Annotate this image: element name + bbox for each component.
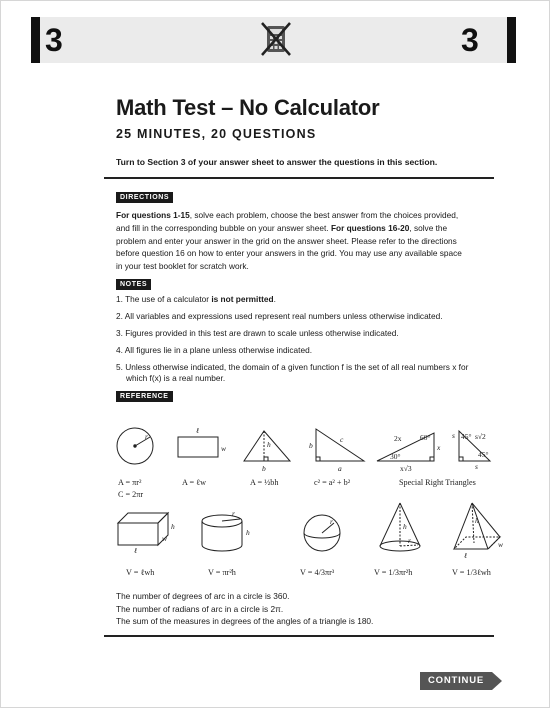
svg-text:w: w [162,534,168,543]
svg-text:r: r [232,509,235,518]
sphere-volume-formula: V = 4/3πr³ [300,568,335,577]
svg-text:s: s [475,462,478,471]
note-3: 3. Figures provided in this test are drawn to scale unless otherwise indicated. [116,328,399,338]
note-5-line-1: 5. Unless otherwise indicated, the domain of a given function f is the set of all real numbers x for [116,362,469,372]
cone-volume-formula: V = 1/3πr²h [374,568,413,577]
sphere-figure [304,515,340,551]
svg-text:b: b [262,464,266,473]
pyramid-figure [454,503,500,549]
directions-text [116,209,466,273]
svg-text:h: h [267,440,271,449]
svg-text:s√2: s√2 [475,432,486,441]
section-number-right: 3 [461,22,479,58]
page-title: Math Test – No Calculator [116,95,380,120]
note-1 [116,294,486,305]
svg-text:x√3: x√3 [400,464,412,473]
svg-text:w: w [221,444,227,453]
svg-text:2x: 2x [394,434,402,443]
note-4: 4. All figures lie in a plane unless otherwise indicated. [116,345,313,355]
directions-bold-2: For questions 16-20 [330,222,410,233]
section-number-left: 3 [45,22,63,58]
box-volume-formula: V = ℓwh [126,568,155,577]
svg-text:45°: 45° [461,432,472,441]
directions-bold-1: For questions 1-15 [116,210,190,220]
svg-text:x: x [437,443,441,452]
rectangular-box-figure [118,513,168,545]
circle-circumference-formula: C = 2πr [118,490,144,499]
no-calculator-icon [258,20,294,58]
top-divider [104,177,494,179]
section-instructions: Turn to Section 3 of your answer sheet to answer the questions in this section. [116,157,438,167]
reference-figures [104,411,504,586]
fact-degrees: The number of degrees of arc in a circle is 360. [116,591,290,601]
header-right-bar [507,17,516,63]
pyramid-volume-formula: V = 1/3ℓwh [452,568,491,577]
bottom-divider [104,635,494,637]
note-1-end: . [273,294,276,304]
circle-area-formula: A = πr² [118,478,142,487]
page-subtitle: 25 MINUTES, 20 QUESTIONS [116,127,317,141]
directions-text-2: , solve the problem and enter your answer in the grid on the answer sheet. Please refer to the directions before question 16 on how to enter your answers in the grid. You may use any available space in your test booklet for scratch work. [116,222,462,272]
note-1-bold: is not permitted [211,294,274,304]
svg-text:ℓ: ℓ [134,546,138,555]
notes-tag: NOTES [116,279,151,290]
cylinder-volume-formula: V = πr²h [208,568,236,577]
cone-figure [380,503,420,551]
svg-text:60°: 60° [420,433,431,442]
pythagorean-formula: c² = a² + b² [314,478,351,487]
note-5 [116,362,486,384]
right-triangle-figure [316,429,364,461]
svg-text:h: h [475,516,479,525]
directions-text-1: , solve each problem, choose the best answer from the choices provided, and fill in the corresponding bubble on your answer sheet. [116,210,459,233]
svg-text:c: c [340,435,344,444]
svg-text:b: b [309,441,313,450]
svg-text:h: h [246,528,250,537]
svg-text:r: r [145,432,148,441]
directions-tag: DIRECTIONS [116,192,173,203]
svg-text:45°: 45° [478,450,489,459]
svg-text:r: r [408,536,411,545]
notes-list [116,294,486,390]
special-right-triangles-label: Special Right Triangles [399,478,476,487]
rectangle-figure [178,437,218,457]
svg-text:s: s [452,431,455,440]
continue-label: CONTINUE [427,675,484,686]
cylinder-figure [202,515,242,551]
svg-text:h: h [403,522,407,531]
reference-tag: REFERENCE [116,391,173,402]
fact-radians: The number of radians of arc in a circle is 2π. [116,603,284,614]
svg-text:30°: 30° [390,452,401,461]
svg-text:ℓ: ℓ [196,426,200,435]
svg-text:h: h [171,522,175,531]
svg-text:a: a [338,464,342,473]
note-1-text: 1. The use of a calculator [116,294,212,304]
note-5-line-2: which f(x) is a real number. [126,373,226,383]
svg-text:w: w [498,540,504,549]
rectangle-area-formula: A = ℓw [182,478,207,487]
svg-text:r: r [330,517,333,526]
fact-triangle-sum: The sum of the measures in degrees of the angles of a triangle is 180. [116,616,374,626]
note-2: 2. All variables and expressions used represent real numbers unless otherwise indicated. [116,311,443,321]
svg-text:ℓ: ℓ [464,551,468,560]
triangle-area-formula: A = ½bh [250,478,279,487]
reference-facts [116,590,373,628]
